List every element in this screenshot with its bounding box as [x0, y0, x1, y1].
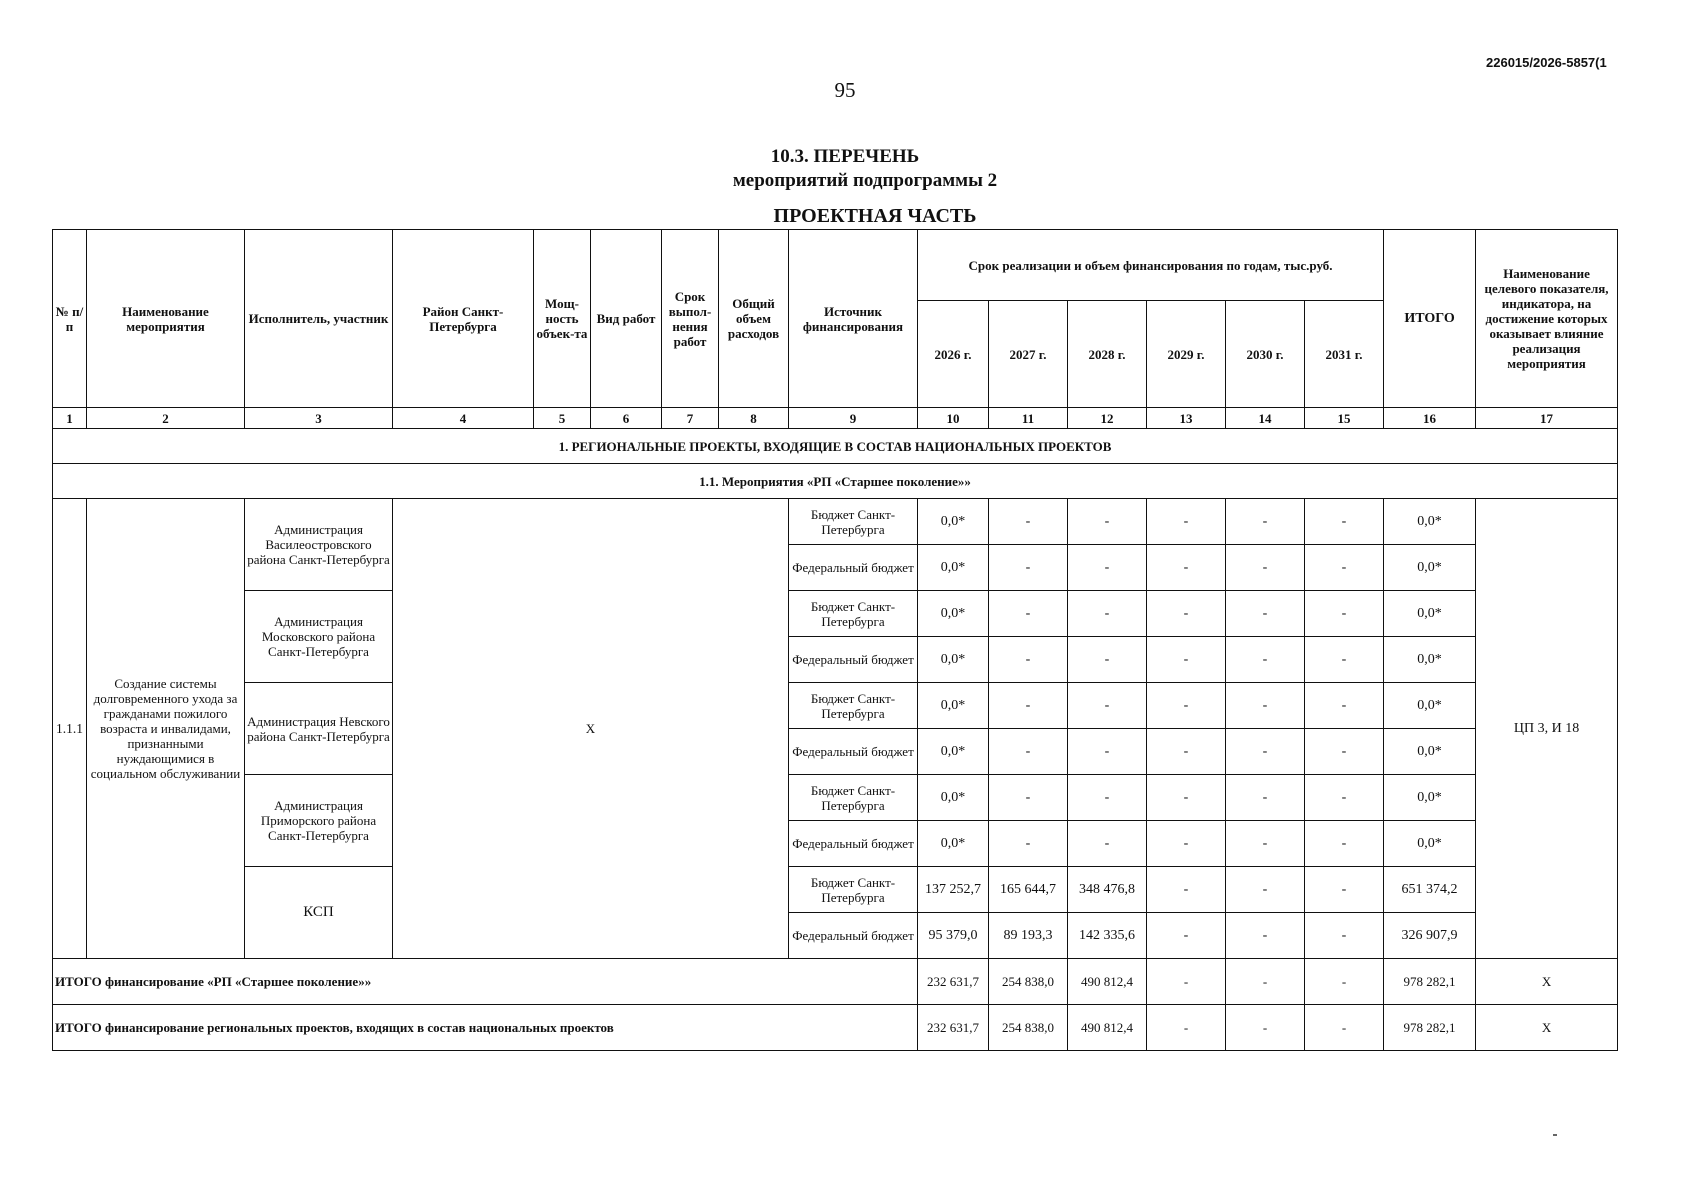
total-2030: -: [1226, 1005, 1305, 1051]
column-number: 6: [591, 408, 662, 429]
value-2026: 95 379,0: [918, 913, 989, 959]
col-header-2030: 2030 г.: [1226, 301, 1305, 408]
column-number: 9: [789, 408, 918, 429]
column-number: 14: [1226, 408, 1305, 429]
value-2030: -: [1226, 821, 1305, 867]
column-number: 8: [719, 408, 789, 429]
col-header-2029: 2029 г.: [1147, 301, 1226, 408]
column-number: 11: [989, 408, 1068, 429]
total-regional-row: [53, 1005, 1618, 1051]
total-2028: 490 812,4: [1068, 1005, 1147, 1051]
total-2029: -: [1147, 1005, 1226, 1051]
col-header-total: ИТОГО: [1384, 230, 1476, 408]
value-2030: -: [1226, 499, 1305, 545]
value-2030: -: [1226, 913, 1305, 959]
source-cell: Бюджет Санкт-Петербурга: [789, 591, 918, 637]
column-number: 15: [1305, 408, 1384, 429]
total-2031: -: [1305, 1005, 1384, 1051]
value-2029: -: [1147, 867, 1226, 913]
value-2027: 165 644,7: [989, 867, 1068, 913]
document-number: 226015/2026-5857(1: [1486, 55, 1607, 70]
col-header-deadline: Срок выпол-нения работ: [662, 230, 719, 408]
value-2029: -: [1147, 545, 1226, 591]
col-header-years-group: Срок реализации и объем финансирования по годам, тыс.руб.: [918, 230, 1384, 301]
source-cell: Федеральный бюджет: [789, 821, 918, 867]
value-2030: -: [1226, 729, 1305, 775]
value-2027: -: [989, 545, 1068, 591]
col-header-name: Наименование мероприятия: [87, 230, 245, 408]
column-number: 7: [662, 408, 719, 429]
value-2027: -: [989, 683, 1068, 729]
value-2027: -: [989, 637, 1068, 683]
value-2026: 0,0*: [918, 683, 989, 729]
value-total: 0,0*: [1384, 499, 1476, 545]
value-2027: -: [989, 821, 1068, 867]
target-cell: ЦП 3, И 18: [1476, 499, 1618, 959]
value-2029: -: [1147, 729, 1226, 775]
value-2026: 0,0*: [918, 499, 989, 545]
value-total: 0,0*: [1384, 591, 1476, 637]
value-2029: -: [1147, 637, 1226, 683]
column-number: 10: [918, 408, 989, 429]
source-cell: Бюджет Санкт-Петербурга: [789, 867, 918, 913]
value-2030: -: [1226, 775, 1305, 821]
source-cell: Бюджет Санкт-Петербурга: [789, 775, 918, 821]
table-row: [53, 499, 1618, 545]
total-2026: 232 631,7: [918, 959, 989, 1005]
value-2031: -: [1305, 683, 1384, 729]
total-regional-label: ИТОГО финансирование региональных проектов, входящих в состав национальных проектов: [53, 1005, 918, 1051]
table-row: [53, 775, 1618, 821]
col-header-source: Источник финансирования: [789, 230, 918, 408]
value-2027: 89 193,3: [989, 913, 1068, 959]
col-header-target: Наименование целевого показателя, индикатора, на достижение которых оказывает влияние реализация мероприятия: [1476, 230, 1618, 408]
total-sum: 978 282,1: [1384, 1005, 1476, 1051]
value-2030: -: [1226, 683, 1305, 729]
column-number: 2: [87, 408, 245, 429]
value-2027: -: [989, 729, 1068, 775]
value-total: 0,0*: [1384, 637, 1476, 683]
value-2031: -: [1305, 867, 1384, 913]
col-header-total-cost: Общий объем расходов: [719, 230, 789, 408]
source-cell: Федеральный бюджет: [789, 637, 918, 683]
executor-cell: Администрация Невского района Санкт-Петербурга: [245, 683, 393, 775]
value-2026: 0,0*: [918, 637, 989, 683]
value-2029: -: [1147, 913, 1226, 959]
value-2028: -: [1068, 545, 1147, 591]
table-row: [53, 591, 1618, 637]
source-cell: Федеральный бюджет: [789, 913, 918, 959]
value-total: 0,0*: [1384, 729, 1476, 775]
col-header-district: Район Санкт-Петербурга: [393, 230, 534, 408]
value-2027: -: [989, 499, 1068, 545]
value-2028: -: [1068, 683, 1147, 729]
value-2026: 0,0*: [918, 775, 989, 821]
value-2026: 0,0*: [918, 545, 989, 591]
column-number: 12: [1068, 408, 1147, 429]
column-numbers-row: [53, 408, 1618, 429]
item-number: 1.1.1: [53, 499, 87, 959]
value-2026: 0,0*: [918, 729, 989, 775]
source-cell: Федеральный бюджет: [789, 729, 918, 775]
value-2030: -: [1226, 867, 1305, 913]
subsection-title: 1.1. Мероприятия «РП «Старшее поколение»»: [53, 464, 1618, 499]
value-2028: -: [1068, 775, 1147, 821]
value-total: 0,0*: [1384, 545, 1476, 591]
total-program-label: ИТОГО финансирование «РП «Старшее поколение»»: [53, 959, 918, 1005]
value-total: 0,0*: [1384, 683, 1476, 729]
item-name: Создание системы долговременного ухода за гражданами пожилого возраста и инвалидами, признанными нуждающимися в социальном обслуживании: [87, 499, 245, 959]
value-total: 0,0*: [1384, 775, 1476, 821]
total-2028: 490 812,4: [1068, 959, 1147, 1005]
section-heading: 10.3. ПЕРЕЧЕНЬ: [770, 146, 920, 167]
value-2029: -: [1147, 499, 1226, 545]
value-2029: -: [1147, 591, 1226, 637]
section-row: [53, 429, 1618, 464]
value-total: 0,0*: [1384, 821, 1476, 867]
value-2031: -: [1305, 821, 1384, 867]
merged-x-cell: Х: [393, 499, 789, 959]
value-2028: -: [1068, 821, 1147, 867]
executor-cell: Администрация Василеостровского района Санкт-Петербурга: [245, 499, 393, 591]
value-2026: 0,0*: [918, 591, 989, 637]
value-2031: -: [1305, 499, 1384, 545]
source-cell: Федеральный бюджет: [789, 545, 918, 591]
value-2031: -: [1305, 729, 1384, 775]
column-number: 3: [245, 408, 393, 429]
value-2030: -: [1226, 637, 1305, 683]
value-2028: -: [1068, 591, 1147, 637]
total-2031: -: [1305, 959, 1384, 1005]
value-total: 326 907,9: [1384, 913, 1476, 959]
value-2028: 142 335,6: [1068, 913, 1147, 959]
executor-cell: КСП: [245, 867, 393, 959]
col-header-2028: 2028 г.: [1068, 301, 1147, 408]
table-row: [53, 683, 1618, 729]
source-cell: Бюджет Санкт-Петербурга: [789, 499, 918, 545]
total-2027: 254 838,0: [989, 1005, 1068, 1051]
total-target: Х: [1476, 1005, 1618, 1051]
value-2029: -: [1147, 775, 1226, 821]
value-2027: -: [989, 591, 1068, 637]
value-2031: -: [1305, 637, 1384, 683]
source-cell: Бюджет Санкт-Петербурга: [789, 683, 918, 729]
part-heading: ПРОЕКТНАЯ ЧАСТЬ: [773, 205, 977, 227]
total-sum: 978 282,1: [1384, 959, 1476, 1005]
value-2029: -: [1147, 821, 1226, 867]
column-number: 5: [534, 408, 591, 429]
value-2026: 137 252,7: [918, 867, 989, 913]
section-title: 1. РЕГИОНАЛЬНЫЕ ПРОЕКТЫ, ВХОДЯЩИЕ В СОСТАВ НАЦИОНАЛЬНЫХ ПРОЕКТОВ: [53, 429, 1618, 464]
value-2029: -: [1147, 683, 1226, 729]
column-number: 4: [393, 408, 534, 429]
value-2031: -: [1305, 913, 1384, 959]
total-2029: -: [1147, 959, 1226, 1005]
value-2028: -: [1068, 637, 1147, 683]
value-2030: -: [1226, 591, 1305, 637]
scan-speck: [1553, 1134, 1557, 1136]
col-header-2027: 2027 г.: [989, 301, 1068, 408]
executor-cell: Администрация Приморского района Санкт-Петербурга: [245, 775, 393, 867]
value-2028: -: [1068, 499, 1147, 545]
value-2030: -: [1226, 545, 1305, 591]
value-2031: -: [1305, 775, 1384, 821]
total-2027: 254 838,0: [989, 959, 1068, 1005]
subsection-row: [53, 464, 1618, 499]
header-row: [53, 230, 1618, 301]
value-2026: 0,0*: [918, 821, 989, 867]
total-2030: -: [1226, 959, 1305, 1005]
page-number: 95: [834, 78, 856, 102]
measures-table: [52, 229, 1618, 1051]
value-2028: 348 476,8: [1068, 867, 1147, 913]
executor-cell: Администрация Московского района Санкт-Петербурга: [245, 591, 393, 683]
col-header-number: № п/п: [53, 230, 87, 408]
col-header-work-type: Вид работ: [591, 230, 662, 408]
value-2031: -: [1305, 545, 1384, 591]
section-subheading: мероприятий подпрограммы 2: [732, 170, 998, 191]
value-total: 651 374,2: [1384, 867, 1476, 913]
value-2027: -: [989, 775, 1068, 821]
value-2031: -: [1305, 591, 1384, 637]
column-number: 1: [53, 408, 87, 429]
col-header-2031: 2031 г.: [1305, 301, 1384, 408]
col-header-2026: 2026 г.: [918, 301, 989, 408]
column-number: 16: [1384, 408, 1476, 429]
col-header-executor: Исполнитель, участник: [245, 230, 393, 408]
col-header-capacity: Мощ-ность объек-та: [534, 230, 591, 408]
total-program-row: [53, 959, 1618, 1005]
table-row: [53, 867, 1618, 913]
column-number: 13: [1147, 408, 1226, 429]
value-2028: -: [1068, 729, 1147, 775]
total-target: Х: [1476, 959, 1618, 1005]
total-2026: 232 631,7: [918, 1005, 989, 1051]
column-number: 17: [1476, 408, 1618, 429]
